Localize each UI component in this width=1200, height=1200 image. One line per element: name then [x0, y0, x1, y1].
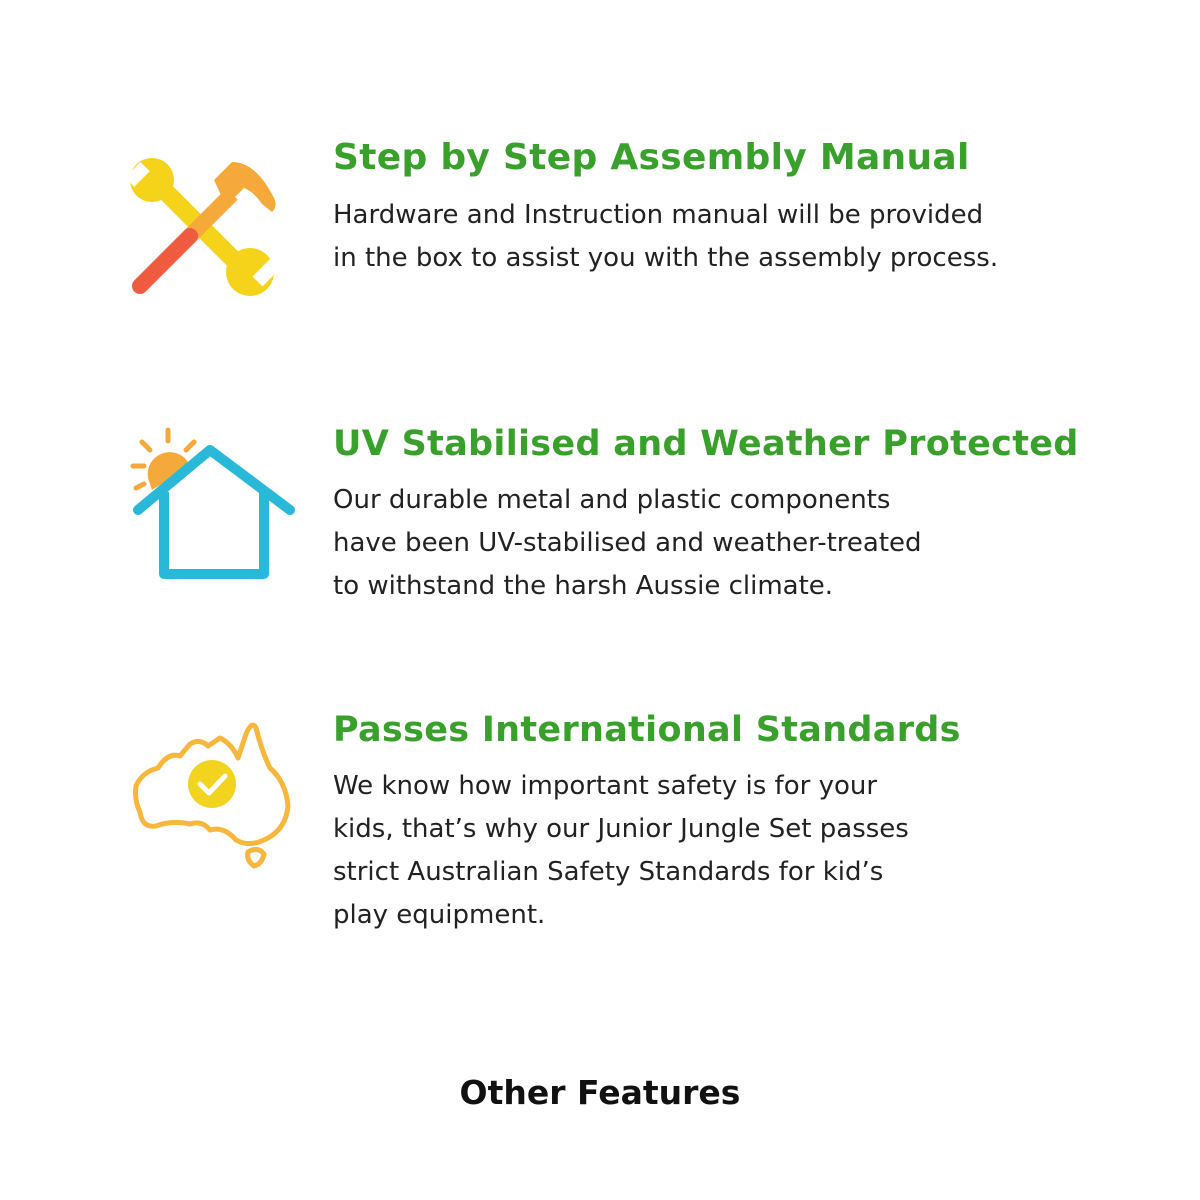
- australia-check-icon: [128, 716, 298, 876]
- other-features-heading: Other Features: [459, 1073, 741, 1112]
- feature-description: [333, 479, 922, 608]
- sun-house-icon: [128, 424, 298, 584]
- description-line: strict Australian Safety Standards for kid’s: [333, 857, 884, 887]
- feature-description: [333, 765, 909, 937]
- description-line: We know how important safety is for your: [333, 771, 878, 801]
- tools-icon: [128, 154, 278, 304]
- description-line: have been UV-stabilised and weather-treated: [333, 528, 922, 558]
- feature-title: Passes International Standards: [333, 710, 961, 750]
- feature-title: UV Stabilised and Weather Protected: [333, 424, 1079, 464]
- feature-title: Step by Step Assembly Manual: [333, 137, 970, 178]
- feature-description: [333, 194, 998, 280]
- description-line: kids, that’s why our Junior Jungle Set passes: [333, 814, 909, 844]
- description-line: Hardware and Instruction manual will be provided: [333, 200, 984, 230]
- description-line: Our durable metal and plastic components: [333, 485, 891, 515]
- description-line: to withstand the harsh Aussie climate.: [333, 571, 834, 601]
- description-line: in the box to assist you with the assembly process.: [333, 243, 999, 273]
- description-line: play equipment.: [333, 900, 546, 930]
